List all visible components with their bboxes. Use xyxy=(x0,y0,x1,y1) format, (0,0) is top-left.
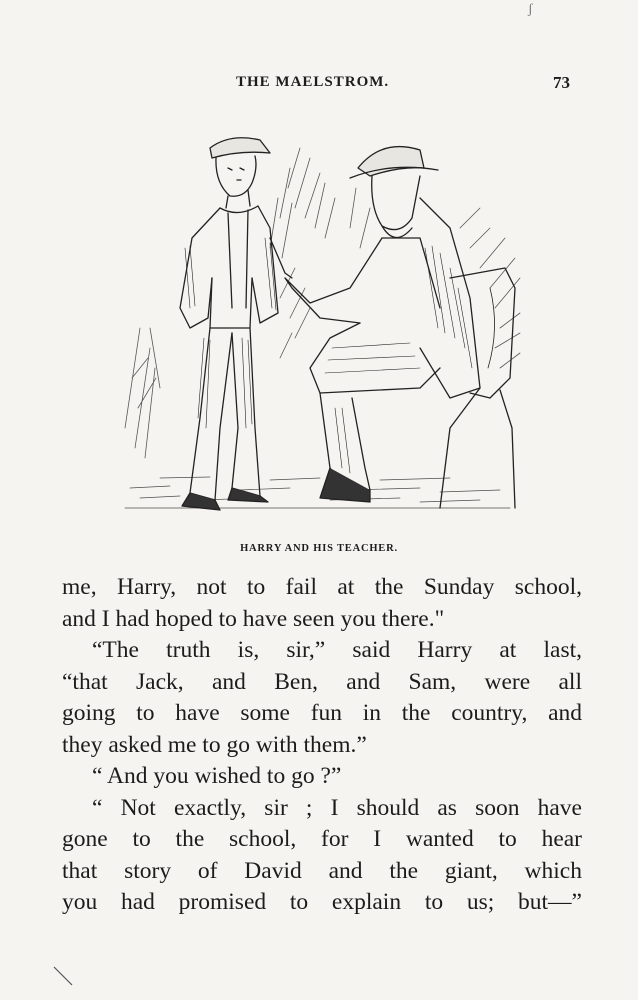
illustration-caption: HARRY AND HIS TEACHER. xyxy=(240,543,398,554)
margin-mark: ʃ xyxy=(528,2,533,17)
page-corner-mark xyxy=(52,965,76,989)
engraving-illustration xyxy=(120,128,525,528)
text-line: that story of David and the giant, which xyxy=(62,857,582,884)
body-text xyxy=(62,572,582,919)
text-line: me, Harry, not to fail at the Sunday school, xyxy=(62,574,582,600)
text-line: “ Not exactly, sir ; I should as soon have xyxy=(92,794,582,821)
page-number: 73 xyxy=(553,73,570,92)
running-head xyxy=(0,74,638,96)
running-title: THE MAELSTROM. xyxy=(236,74,390,90)
text-line: going to have some fun in the country, and xyxy=(62,700,582,726)
text-line: and I had hoped to have seen you there." xyxy=(62,605,445,632)
text-line: you had promised to explain to us; but—” xyxy=(62,889,582,915)
text-line: “that Jack, and Ben, and Sam, were all xyxy=(62,668,582,695)
text-line: gone to the school, for I wanted to hear xyxy=(62,826,582,852)
text-line: “The truth is, sir,” said Harry at last, xyxy=(92,637,582,663)
text-line: they asked me to go with them.” xyxy=(62,731,367,758)
text-line: “ And you wished to go ?” xyxy=(92,763,342,789)
